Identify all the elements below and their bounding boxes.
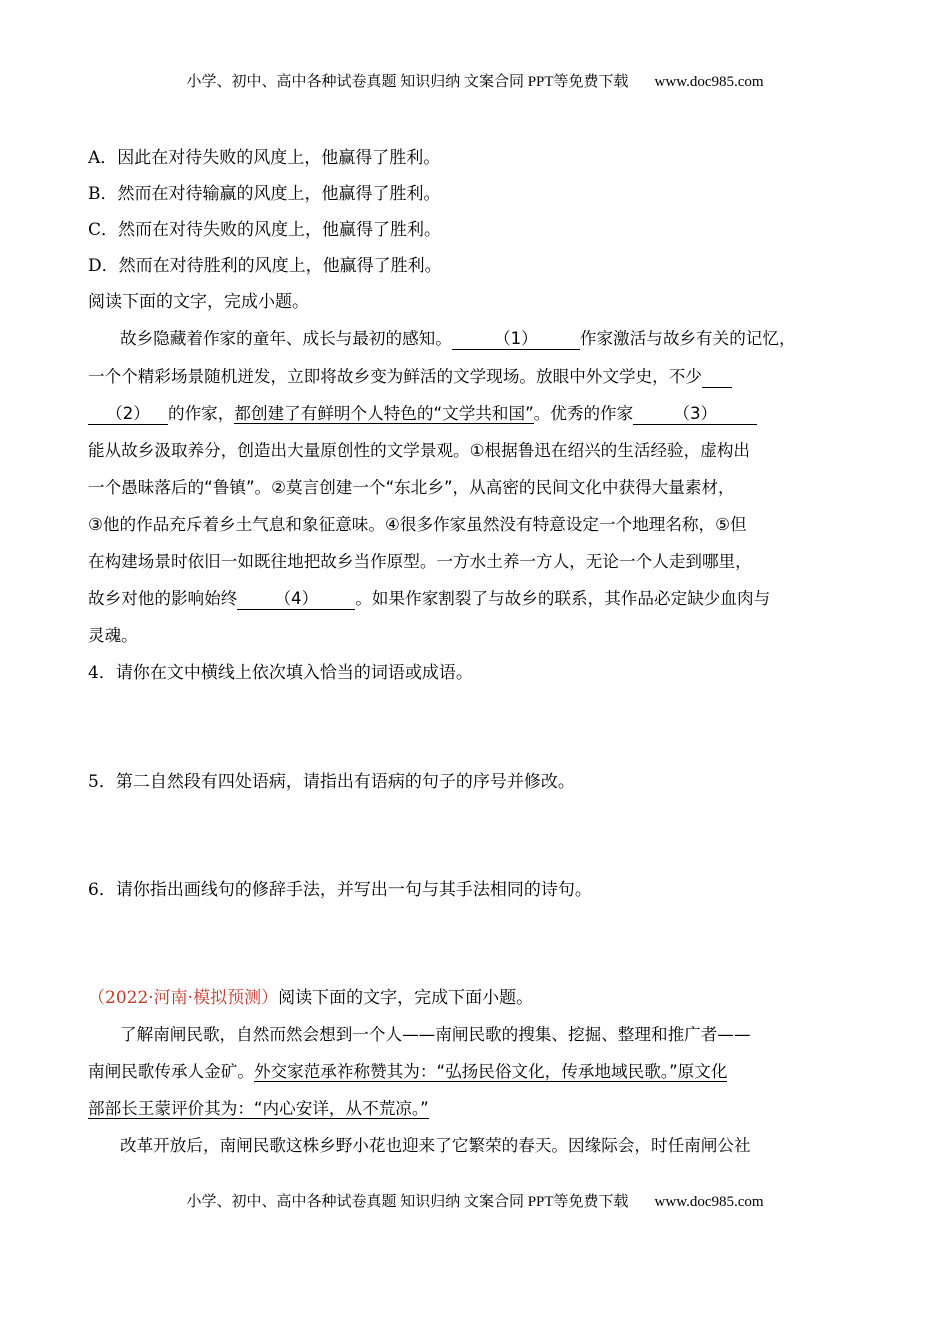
passage-text: 。优秀的作家: [533, 404, 634, 423]
blank-4: （4）: [237, 589, 355, 610]
option-a: A．因此在对待失败的风度上，他赢得了胜利。: [88, 148, 441, 168]
underlined-sentence: 都创建了有鲜明个人特色的“文学共和国”: [234, 404, 534, 423]
passage-text: 作家激活与故乡有关的记忆，: [579, 329, 796, 348]
passage-line: ③他的作品充斥着乡土气息和象征意味。④很多作家虽然没有特意设定一个地理名称，⑤但: [88, 515, 747, 534]
passage-line: 在构建场景时依旧一如既往地把故乡当作原型。一方水土养一方人，无论一个人走到哪里，: [88, 552, 752, 571]
blank-3: （3）: [633, 404, 757, 425]
blank-2: （2）: [88, 404, 168, 425]
blank-2-start: [702, 367, 732, 388]
passage-line: [88, 1097, 429, 1121]
passage-line: 灵魂。: [88, 626, 138, 645]
section-intro-text: 阅读下面的文字，完成下面小题。: [278, 988, 534, 1008]
passage-text: 的作家，: [168, 404, 235, 423]
passage-text: 南闸民歌传承人金矿。: [88, 1062, 254, 1081]
passage-line: 改革开放后，南闸民歌这株乡野小花也迎来了它繁荣的春天。因缘际会，时任南闸公社: [120, 1136, 751, 1155]
page-footer: [0, 1190, 950, 1211]
option-c: C．然而在对待失败的风度上，他赢得了胜利。: [88, 220, 442, 240]
passage-line: 一个愚昧落后的“鲁镇”。②莫言创建一个“东北乡”，从高密的民间文化中获得大量素材，: [88, 478, 735, 497]
passage-line: [120, 327, 796, 351]
passage-line: [88, 402, 757, 426]
passage-text: 。如果作家割裂了与故乡的联系，其作品必定缺少血肉与: [355, 589, 771, 608]
footer-text: 小学、初中、高中各种试卷真题 知识归纳 文案合同 PPT等免费下载: [186, 1194, 629, 1210]
passage-line: [88, 587, 770, 611]
reading-intro: 阅读下面的文字，完成小题。: [88, 292, 309, 312]
option-b: B．然而在对待输赢的风度上，他赢得了胜利。: [88, 184, 441, 204]
passage-text: 故乡隐藏着作家的童年、成长与最初的感知。: [120, 329, 452, 348]
footer-url[interactable]: www.doc985.com: [654, 1194, 764, 1210]
passage-text: 一个个精彩场景随机迸发，立即将故乡变为鲜活的文学现场。放眼中外文学史，不少: [88, 367, 702, 386]
section-intro: [88, 986, 533, 1010]
passage-text: 故乡对他的影响始终: [88, 589, 238, 608]
option-d: D．然而在对待胜利的风度上，他赢得了胜利。: [88, 256, 442, 276]
underlined-sentence: 外交家范承祚称赞其为：“弘扬民俗文化，传承地域民歌。”原文化: [253, 1062, 728, 1081]
passage-line: [88, 1060, 727, 1084]
passage-line: 能从故乡汲取养分，创造出大量原创性的文学景观。①根据鲁迅在绍兴的生活经验，虚构出: [88, 441, 751, 460]
question-4: 4．请你在文中横线上依次填入恰当的词语或成语。: [88, 663, 473, 683]
header-text: 小学、初中、高中各种试卷真题 知识归纳 文案合同 PPT等免费下载: [186, 74, 629, 90]
question-6: 6．请你指出画线句的修辞手法，并写出一句与其手法相同的诗句。: [88, 880, 592, 900]
passage-line: [88, 365, 732, 389]
page-header: [0, 70, 950, 91]
source-label: （2022·河南·模拟预测）: [88, 988, 279, 1008]
header-url[interactable]: www.doc985.com: [654, 74, 764, 90]
passage-line: 了解南闸民歌，自然而然会想到一个人——南闸民歌的搜集、挖掘、整理和推广者——: [120, 1025, 751, 1044]
blank-1: （1）: [452, 329, 580, 350]
question-5: 5．第二自然段有四处语病，请指出有语病的句子的序号并修改。: [88, 772, 575, 792]
underlined-sentence: 部部长王蒙评价其为：“内心安详，从不荒凉。”: [88, 1099, 429, 1118]
